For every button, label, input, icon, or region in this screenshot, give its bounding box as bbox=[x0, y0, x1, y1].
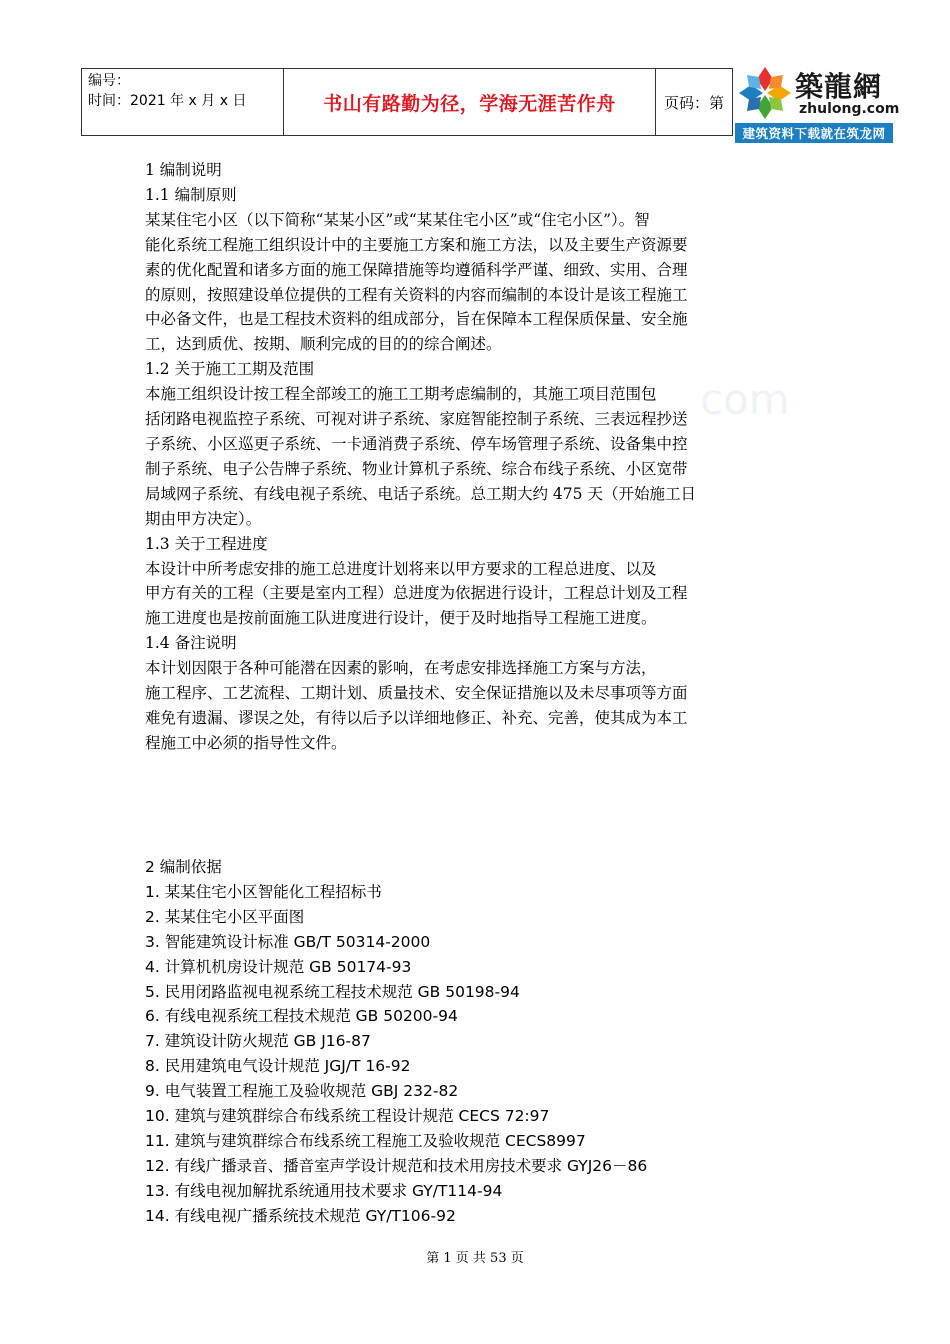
zhulong-logo bbox=[735, 63, 900, 143]
document-body bbox=[145, 158, 745, 756]
reference-item: 3. 智能建筑设计标准 GB/T 50314-2000 bbox=[145, 932, 431, 951]
section-heading: 1.1 编制原则 bbox=[145, 185, 237, 204]
reference-item: 5. 民用闭路监视电视系统工程技术规范 GB 50198-94 bbox=[145, 982, 520, 1001]
body-line: 难免有遗漏、谬误之处，有待以后予以详细地修正、补充、完善，使其成为本工 bbox=[145, 708, 688, 727]
reference-item: 8. 民用建筑电气设计规范 JGJ/T 16-92 bbox=[145, 1057, 411, 1076]
references-list bbox=[145, 855, 765, 1229]
section-heading: 1.3 关于工程进度 bbox=[145, 534, 268, 553]
references-heading: 2 编制依据 bbox=[145, 858, 222, 876]
body-line: 本计划因限于各种可能潜在因素的影响，在考虑安排选择施工方案与方法， bbox=[145, 659, 657, 678]
watermark-text: com bbox=[700, 375, 790, 424]
reference-item: 10. 建筑与建筑群综合布线系统工程设计规范 CECS 72:97 bbox=[145, 1107, 550, 1126]
header-table bbox=[81, 68, 733, 136]
reference-item: 1. 某某住宅小区智能化工程招标书 bbox=[145, 882, 382, 901]
logo-emblem-bl bbox=[747, 97, 761, 111]
body-line: 子系统、小区巡更子系统、一卡通消费子系统、停车场管理子系统、设备集中控 bbox=[145, 434, 688, 453]
reference-item: 2. 某某住宅小区平面图 bbox=[145, 907, 305, 926]
reference-item: 4. 计算机机房设计规范 GB 50174-93 bbox=[145, 957, 412, 976]
body-line: 制子系统、电子公告牌子系统、物业计算机子系统、综合布线子系统、小区宽带 bbox=[145, 459, 688, 478]
document-date: 时间：2021 年 x 月 x 日 bbox=[88, 93, 247, 109]
reference-item: 11. 建筑与建筑群综合布线系统工程施工及验收规范 CECS8997 bbox=[145, 1131, 586, 1150]
body-line: 能化系统工程施工组织设计中的主要施工方案和施工方法，以及主要生产资源要 bbox=[145, 235, 688, 254]
logo-emblem-tr bbox=[769, 75, 783, 89]
body-line: 施工程序、工艺流程、工期计划、质量技术、安全保证措施以及未尽事项等方面 bbox=[145, 684, 688, 703]
logo-emblem-br bbox=[769, 97, 783, 111]
body-line: 素的优化配置和诸多方面的施工保障措施等均遵循科学严谨、细致、实用、合理 bbox=[145, 260, 688, 279]
page-footer: 第 1 页 共 53 页 bbox=[426, 1251, 524, 1266]
section-heading: 1.2 关于施工工期及范围 bbox=[145, 360, 315, 379]
page-number-label: 页码：第 bbox=[664, 93, 725, 112]
body-line: 程施工中必须的指导性文件。 bbox=[145, 733, 347, 752]
header-motto: 书山有路勤为径，学海无涯苦作舟 bbox=[284, 69, 656, 135]
reference-item: 13. 有线电视加解扰系统通用技术要求 GY/T114-94 bbox=[145, 1181, 503, 1200]
reference-item: 14. 有线电视广播系统技术规范 GY/T106-92 bbox=[145, 1206, 456, 1225]
body-line: 括闭路电视监控子系统、可视对讲子系统、家庭智能控制子系统、三表远程抄送 bbox=[145, 410, 688, 429]
body-line: 某某住宅小区（以下简称“某某小区”或“某某住宅小区”或“住宅小区”）。智 bbox=[145, 210, 650, 229]
body-line: 期由甲方决定）。 bbox=[145, 509, 262, 528]
header-meta bbox=[82, 69, 284, 135]
body-line: 施工进度也是按前面施工队进度进行设计，便于及时地指导工程施工进度。 bbox=[145, 609, 657, 628]
body-line: 的原则，按照建设单位提供的工程有关资料的内容而编制的本设计是该工程施工 bbox=[145, 285, 688, 304]
logo-emblem-tl bbox=[747, 75, 761, 89]
section-heading: 1 编制说明 bbox=[145, 161, 222, 179]
body-line: 甲方有关的工程（主要是室内工程）总进度为依据进行设计，工程总计划及工程 bbox=[145, 584, 688, 603]
body-line: 本设计中所考虑安排的施工总进度计划将来以甲方要求的工程总进度、以及 bbox=[145, 559, 657, 578]
logo-banner: 建筑资料下载就在筑龙网 bbox=[735, 123, 893, 143]
logo-brand-en: zhulong.com bbox=[799, 101, 900, 117]
reference-item: 9. 电气装置工程施工及验收规范 GBJ 232-82 bbox=[145, 1082, 459, 1101]
body-line: 本施工组织设计按工程全部竣工的施工工期考虑编制的，其施工项目范围包 bbox=[145, 385, 657, 404]
logo-emblem-icon bbox=[737, 65, 793, 121]
body-line: 局域网子系统、有线电视子系统、电话子系统。总工期大约 475 天（开始施工日 bbox=[145, 484, 696, 503]
body-line: 中必备文件，也是工程技术资料的组成部分，旨在保障本工程保质保量、安全施 bbox=[145, 310, 688, 329]
body-line: 工，达到质优、按期、顺利完成的目的的综合阐述。 bbox=[145, 335, 502, 354]
reference-item: 7. 建筑设计防火规范 GB J16-87 bbox=[145, 1032, 371, 1051]
logo-brand-cn: 築龍網 bbox=[795, 70, 883, 103]
reference-item: 6. 有线电视系统工程技术规范 GB 50200-94 bbox=[145, 1007, 458, 1026]
document-number-label: 编号： bbox=[88, 73, 130, 89]
section-heading: 1.4 备注说明 bbox=[145, 634, 237, 653]
reference-item: 12. 有线广播录音、播音室声学设计规范和技术用房技术要求 GYJ26－86 bbox=[145, 1156, 648, 1175]
